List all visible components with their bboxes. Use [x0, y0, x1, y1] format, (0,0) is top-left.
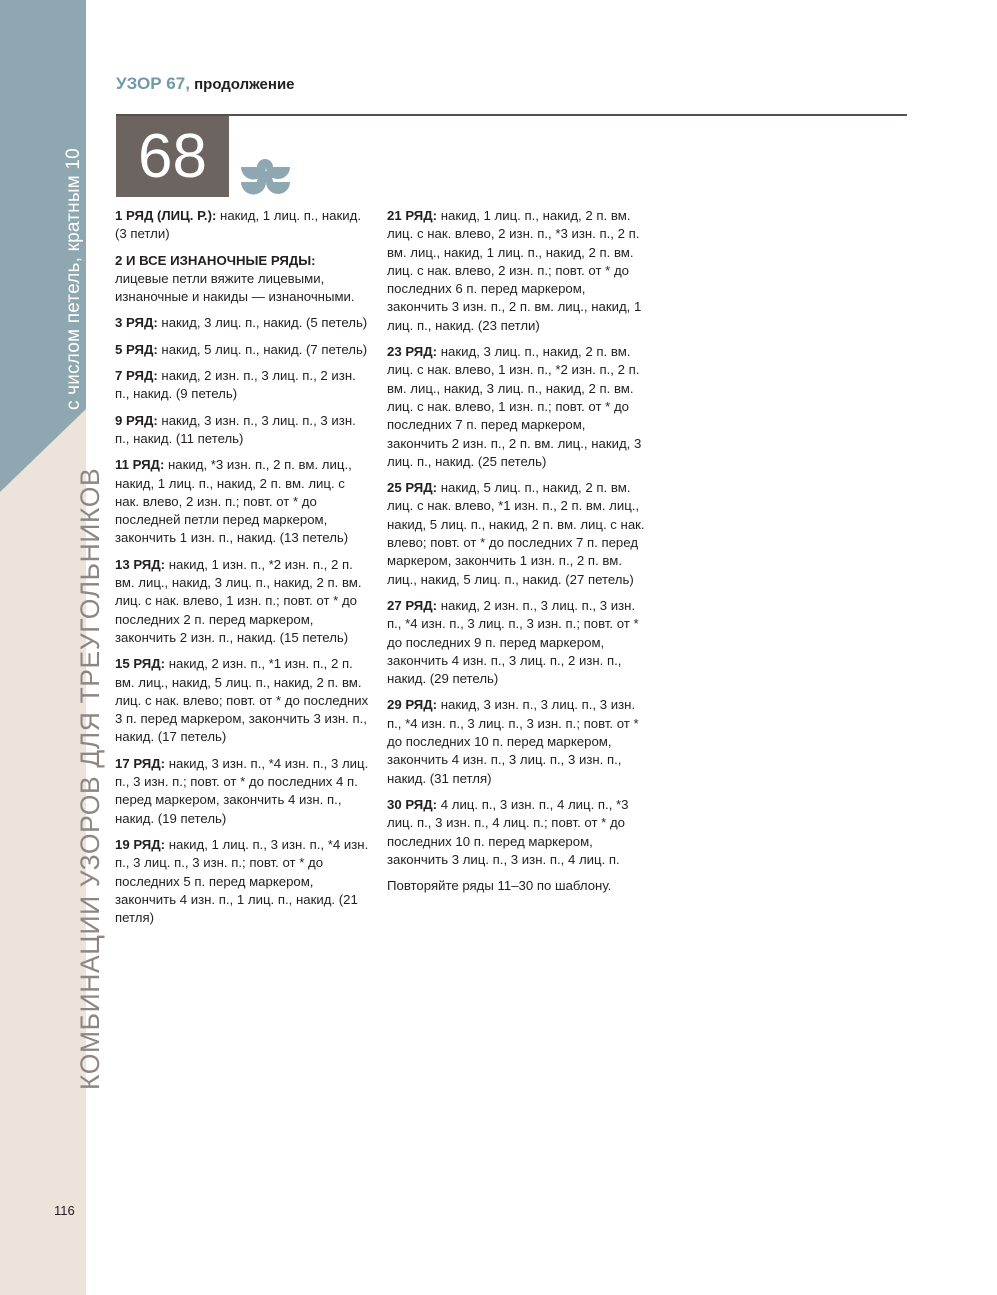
pattern-number: 68	[116, 116, 229, 197]
row-text: накид, 2 изн. п., 3 лиц. п., 3 изн. п., *4 изн. п., 3 лиц. п., 3 изн. п.; повт. от * до последних 9 п. перед маркером, закончить 4 изн. п., 3 лиц. п., 2 изн. п., накид. (29 петель)	[387, 597, 639, 687]
row-label: 17 РЯД:	[115, 755, 166, 771]
row-text: накид, 1 лиц. п., накид. (3 петли)	[115, 208, 361, 242]
row-text: накид, 1 лиц. п., 3 изн. п., *4 изн. п., 3 лиц. п., 3 изн. п.; повт. от * до последних 5 п. перед маркером, закончить 4 изн. п., 1 лиц. п., накид. (21 петля)	[115, 836, 369, 926]
instruction-row	[387, 696, 649, 787]
instruction-row	[115, 836, 370, 927]
instruction-row	[387, 343, 649, 471]
instruction-row	[115, 341, 370, 359]
instruction-row	[387, 479, 649, 589]
sidebar-tab-label: с числом петель, кратным 10	[63, 148, 84, 410]
instruction-row	[115, 655, 370, 746]
row-label: 19 РЯД:	[115, 836, 166, 852]
instruction-row	[115, 556, 370, 647]
row-label: 13 РЯД:	[115, 556, 166, 572]
row-text: накид, 1 изн. п., *2 изн. п., 2 п. вм. лиц., накид, 3 лиц. п., накид, 2 п. вм. лиц. с нак. влево, 1 изн. п.; повт. от * до последних 2 п. перед маркером, закончить 2 изн. п., накид. (15 петель)	[115, 556, 362, 645]
row-text: лицевые петли вяжите лицевыми, изнаночные и накиды — изнаночными.	[115, 270, 355, 305]
instruction-row	[115, 412, 370, 449]
instruction-row	[115, 456, 370, 547]
instruction-row	[115, 755, 370, 828]
row-label: 11 РЯД:	[115, 457, 165, 473]
row-text: накид, 1 лиц. п., накид, 2 п. вм. лиц. с нак. влево, 2 изн. п., *3 изн. п., 2 п. вм. лиц., накид, 1 лиц. п., накид, 2 п. вм. лиц. с нак. влево, 2 изн. п.; повт. от * до последних 6 п. перед маркером, закончить 3 изн. п., 2 п. вм. лиц., накид, 1 лиц. п., накид. (23 петли)	[387, 208, 642, 333]
instructions-right-column	[387, 207, 649, 903]
row-label: 1 РЯД (ЛИЦ. Р.):	[115, 208, 217, 223]
row-label: 7 РЯД:	[115, 368, 158, 384]
row-text: накид, 3 изн. п., 3 лиц. п., 3 изн. п., *4 изн. п., 3 лиц. п., 3 изн. п.; повт. от * до последних 10 п. перед маркером, закончить 4 изн. п., 3 лиц. п., 3 изн. п., накид. (31 петля)	[387, 697, 639, 786]
instruction-row	[387, 796, 649, 869]
row-label: 30 РЯД:	[387, 796, 438, 812]
instruction-row	[387, 207, 649, 335]
row-text: накид, 5 лиц. п., накид, 2 п. вм. лиц. с нак. влево, *1 изн. п., 2 п. вм. лиц., накид, 5 лиц. п., накид, 2 п. вм. лиц. с нак. влево; повт. от * до последних 7 п. перед маркером, закончить 1 изн. п., 2 п. вм. лиц., накид, 5 лиц. п., накид. (27 петель)	[387, 480, 645, 587]
page-number: 116	[54, 1203, 75, 1218]
row-text: накид, 2 изн. п., 3 лиц. п., 2 изн. п., накид. (9 петель)	[115, 368, 356, 402]
sidebar-title-label: КОМБИНАЦИИ УЗОРОВ ДЛЯ ТРЕУГОЛЬНИКОВ	[75, 467, 105, 1090]
stacked-semicircles-icon	[239, 155, 292, 197]
row-text: накид, 3 лиц. п., накид. (5 петель)	[161, 315, 368, 331]
page-header	[116, 74, 295, 94]
instruction-row	[387, 597, 649, 688]
row-text: 4 лиц. п., 3 изн. п., 4 лиц. п., *3 лиц. п., 3 изн. п., 4 лиц. п.; повт. от * до последних 10 п. перед маркером, закончить 3 лиц. п., 3 изн. п., 4 лиц. п.	[387, 796, 629, 867]
row-text: накид, 3 лиц. п., накид, 2 п. вм. лиц. с нак. влево, 1 изн. п., *2 изн. п., 2 п. вм. лиц., накид, 3 лиц. п., накид, 2 п. вм. лиц. с нак. влево, 1 изн. п.; повт. от * до последних 7 п. перед маркером, закончить 2 изн. п., 2 п. вм. лиц., накид, 3 лиц. п., накид. (25 петель)	[387, 344, 642, 469]
instructions-left-column	[115, 207, 370, 935]
instruction-row	[115, 252, 370, 307]
row-label: 2 И ВСЕ ИЗНАНОЧНЫЕ РЯДЫ:	[115, 252, 316, 268]
header-pattern: УЗОР 67,	[116, 74, 190, 93]
row-label: 27 РЯД:	[387, 597, 438, 613]
row-label: 5 РЯД:	[115, 341, 158, 357]
instruction-row	[387, 877, 649, 895]
row-label: 9 РЯД:	[115, 412, 158, 428]
instruction-row	[115, 314, 370, 332]
row-text: накид, 5 лиц. п., накид. (7 петель)	[161, 341, 368, 357]
row-label: 15 РЯД:	[115, 656, 166, 672]
row-text: Повторяйте ряды 11–30 по шаблону.	[387, 878, 612, 894]
sidebar	[0, 0, 105, 1295]
row-text: накид, *3 изн. п., 2 п. вм. лиц., накид, 1 лиц. п., накид, 2 п. вм. лиц. с нак. влево, 2 изн. п.; повт. от * до последней петли перед маркером, закончить 1 изн. п., накид. (13 петель)	[115, 457, 352, 546]
row-label: 3 РЯД:	[115, 315, 158, 331]
row-label: 29 РЯД:	[387, 697, 438, 713]
row-label: 23 РЯД:	[387, 344, 438, 360]
header-divider	[116, 114, 907, 116]
row-text: накид, 2 изн. п., *1 изн. п., 2 п. вм. лиц., накид, 5 лиц. п., накид, 2 п. вм. лиц. с нак. влево; повт. от * до последних 3 п. перед маркером, закончить 3 изн. п., накид. (17 петель)	[115, 656, 369, 745]
instruction-row	[115, 207, 370, 244]
header-suffix: продолжение	[194, 76, 295, 93]
row-text: накид, 3 изн. п., 3 лиц. п., 3 изн. п., накид. (11 петель)	[115, 412, 356, 446]
instruction-row	[115, 367, 370, 404]
row-text: накид, 3 изн. п., *4 изн. п., 3 лиц. п., 3 изн. п.; повт. от * до последних 4 п. перед маркером, закончить 4 изн. п., накид. (19 петель)	[115, 755, 369, 826]
row-label: 25 РЯД:	[387, 480, 438, 496]
row-label: 21 РЯД:	[387, 208, 438, 223]
